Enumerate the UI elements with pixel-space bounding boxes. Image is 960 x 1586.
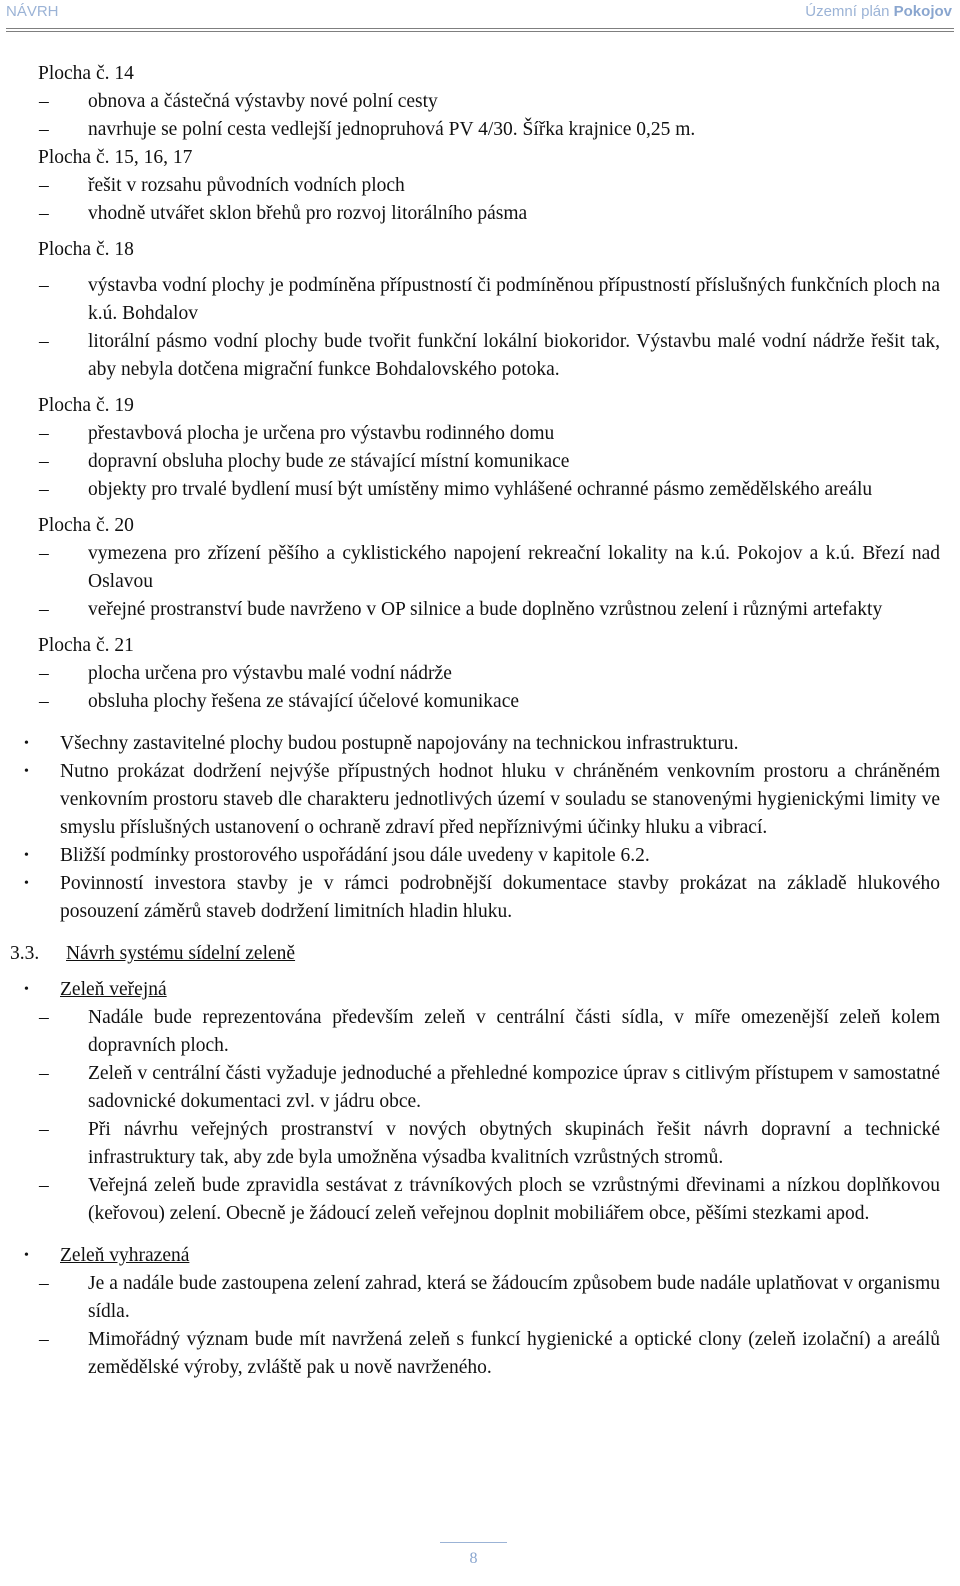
plot-heading: Plocha č. 14 xyxy=(38,63,134,84)
plot-heading: Plocha č. 21 xyxy=(38,635,134,656)
list-item: – dopravní obsluha plochy bude ze stávající místní komunikace xyxy=(39,451,570,472)
list-item: – Veřejná zeleň bude zpravidla sestávat z trávníkových ploch se vzrůstnými dřevinami a nízkou doplňkovou (keřovou) zelení. Obecně je žádoucí zeleň veřejnou doplnit mobiliářem obce, pěšími stezkami apod. xyxy=(39,1175,940,1224)
bullet-item: • Bližší podmínky prostorového uspořádání jsou dále uvedeny v kapitole 6.2. xyxy=(24,845,650,866)
list-item: – veřejné prostranství bude navrženo v OP silnice a bude doplněno vzrůstnou zelení i různými artefakty xyxy=(39,599,883,620)
section-number: 3.3. xyxy=(10,943,40,964)
list-item: – navrhuje se polní cesta vedlejší jednopruhová PV 4/30. Šířka krajnice 0,25 m. xyxy=(39,119,696,140)
bullet-item: • Povinností investora stavby je v rámci podrobnější dokumentace stavby prokázat na základě hlukového posouzení záměrů staveb dodržení limitních hladin hluku. xyxy=(24,873,940,922)
plot-heading: Plocha č. 18 xyxy=(38,239,134,260)
list-item: – vhodně utvářet sklon břehů pro rozvoj litorálního pásma xyxy=(39,203,528,224)
list-item: – Mimořádný význam bude mít navržená zeleň s funkcí hygienické a optické clony (zeleň izolační) a areálů zemědělské výroby, zvláště pak u nově navrženého. xyxy=(39,1329,940,1378)
list-item: – litorální pásmo vodní plochy bude tvořit funkční lokální biokoridor. Výstavbu malé vodní nádrže řešit tak, aby nebyla dotčena migrační funkce Bohdalovského potoka. xyxy=(39,331,940,380)
page-number: 8 xyxy=(469,1550,478,1567)
subsection-heading: • Zeleň vyhrazená xyxy=(24,1245,190,1266)
header-divider xyxy=(6,28,954,32)
subsection-heading: • Zeleň veřejná xyxy=(24,979,167,1000)
header-document-title: Územní plán Pokojov xyxy=(805,3,952,20)
section-heading xyxy=(0,940,940,968)
plot-heading: Plocha č. 20 xyxy=(38,515,134,536)
plot-heading: Plocha č. 15, 16, 17 xyxy=(38,147,193,168)
bullet-item: • Všechny zastavitelné plochy budou postupně napojovány na technickou infrastrukturu. xyxy=(24,733,739,754)
bullet-item: • Nutno prokázat dodržení nejvýše přípustných hodnot hluku v chráněném venkovním prostoru a chráněném venkovním prostoru staveb dle charakteru jednotlivých území v souladu se stanovenými hygienickými limity ve smyslu příslušných ustanovení o ochraně zdraví před nepříznivými účinky hluku a vibrací. xyxy=(24,761,940,838)
list-item: – Nadále bude reprezentována především zeleň v centrální části sídla, v míře omezenější zeleň kolem dopravních ploch. xyxy=(39,1007,940,1056)
list-item: – Při návrhu veřejných prostranství v nových obytných skupinách řešit návrh dopravní a technické infrastruktury tak, aby zde byla umožněna výsadba kvalitních vzrůstných stromů. xyxy=(39,1119,940,1168)
list-item: – výstavba vodní plochy je podmíněna přípustností či podmíněnou přípustností příslušných funkčních ploch na k.ú. Bohdalov xyxy=(39,275,940,324)
list-item: – objekty pro trvalé bydlení musí být umístěny mimo vyhlášené ochranné pásmo zemědělského areálu xyxy=(39,479,873,500)
section-title: Návrh systému sídelní zeleně xyxy=(66,943,296,964)
list-item: – Je a nadále bude zastoupena zelení zahrad, která se žádoucím způsobem bude nadále uplatňovat v organismu sídla. xyxy=(39,1273,940,1322)
list-item: – obsluha plochy řešena ze stávající účelové komunikace xyxy=(39,691,519,712)
list-item: – obnova a částečná výstavby nové polní cesty xyxy=(39,91,438,112)
page-footer xyxy=(0,1540,960,1580)
list-item: – přestavbová plocha je určena pro výstavbu rodinného domu xyxy=(39,423,555,444)
list-item: – Zeleň v centrální části vyžaduje jednoduché a přehledné kompozice úprav s citlivým přístupem v samostatné sadovnické dokumentaci zvl. v jádru obce. xyxy=(39,1063,940,1112)
list-item: – plocha určena pro výstavbu malé vodní nádrže xyxy=(39,663,452,684)
list-item: – řešit v rozsahu původních vodních ploch xyxy=(39,175,405,196)
list-item: – vymezena pro zřízení pěšího a cyklistického napojení rekreační lokality na k.ú. Pokojov a k.ú. Březí nad Oslavou xyxy=(39,543,940,592)
plot-heading: Plocha č. 19 xyxy=(38,395,134,416)
document-body xyxy=(0,60,960,1382)
header-status: NÁVRH xyxy=(6,3,59,20)
footer-divider xyxy=(440,1542,507,1543)
page-header xyxy=(0,0,960,30)
